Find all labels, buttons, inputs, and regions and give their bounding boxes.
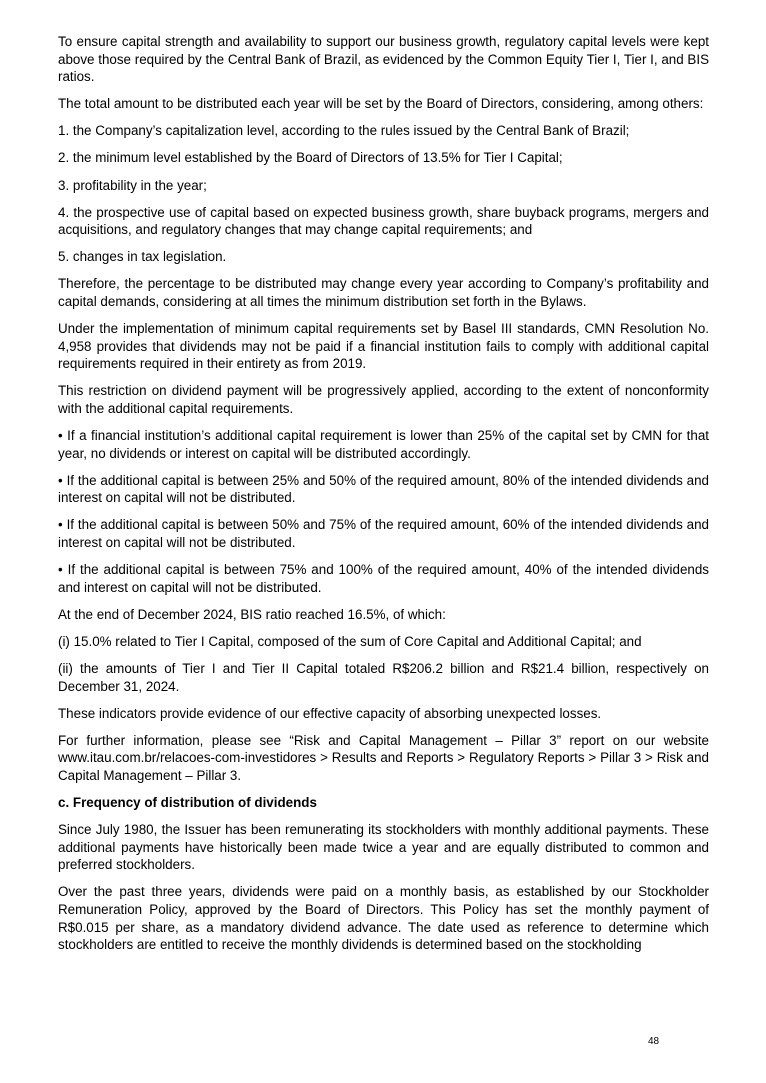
bullet-25-to-50: • If the additional capital is between 25% and 50% of the required amount, 80% of the intended dividends and interest on capital will not be distributed. xyxy=(58,472,709,506)
document-page xyxy=(58,33,709,963)
paragraph-further-information: For further information, please see “Risk and Capital Management – Pillar 3” report on our website www.itau.com.br/relacoes-com-investidores > Results and Reports > Regulatory Reports > Pillar 3 > Risk and Capital Management – Pillar 3. xyxy=(58,732,709,783)
section-heading: c. Frequency of distribution of dividends xyxy=(58,795,317,811)
list-item-minimum-level: 2. the minimum level established by the Board of Directors of 13.5% for Tier I Capital; xyxy=(58,150,563,166)
bullet-50-to-75: • If the additional capital is between 50% and 75% of the required amount, 60% of the intended dividends and interest on capital will not be distributed. xyxy=(58,517,709,551)
list-item-capitalization: 1. the Company’s capitalization level, according to the rules issued by the Central Bank of Brazil; xyxy=(58,123,630,139)
paragraph-since-1980: Since July 1980, the Issuer has been remunerating its stockholders with monthly additional payments. These additional payments have historically been made twice a year and are equally distributed to common and preferred stockholders. xyxy=(58,822,709,873)
item-tier-i: (i) 15.0% related to Tier I Capital, composed of the sum of Core Capital and Additional Capital; and xyxy=(58,633,642,649)
list-item-prospective-use: 4. the prospective use of capital based on expected business growth, share buyback programs, mergers and acquisitions, and regulatory changes that may change capital requirements; and xyxy=(58,204,709,238)
paragraph-past-three-years: Over the past three years, dividends were paid on a monthly basis, as established by our Stockholder Remuneration Policy, approved by the Board of Directors. This Policy has set the monthly payment of R$0.015 per share, as a mandatory dividend advance. The date used as reference to determine which stockholders are entitled to receive the monthly dividends is determined based on the stockholding xyxy=(58,884,709,953)
paragraph-indicators: These indicators provide evidence of our effective capacity of absorbing unexpected losses. xyxy=(58,705,602,721)
paragraph-restriction: This restriction on dividend payment will be progressively applied, according to the extent of nonconformity with the additional capital requirements. xyxy=(58,383,709,416)
paragraph-capital-strength: To ensure capital strength and availability to support our business growth, regulatory capital levels were kept above those required by the Central Bank of Brazil, as evidenced by the Common Equity Tier I, Tier I, and BIS ratios. xyxy=(58,34,709,85)
paragraph-percentage-change: Therefore, the percentage to be distributed may change every year according to Company’s profitability and capital demands, considering at all times the minimum distribution set forth in the Bylaws. xyxy=(58,276,709,310)
item-tier-amounts: (ii) the amounts of Tier I and Tier II Capital totaled R$206.2 billion and R$21.4 billion, respectively on December 31, 2024. xyxy=(58,661,709,694)
list-item-tax-legislation: 5. changes in tax legislation. xyxy=(58,249,227,265)
paragraph-basel-iii: Under the implementation of minimum capital requirements set by Basel III standards, CMN Resolution No. 4,958 provides that dividends may not be paid if a financial institution fails to comply with additional capital requirements required in their entirety as from 2019. xyxy=(58,321,709,372)
bullet-lower-than-25: • If a financial institution’s additional capital requirement is lower than 25% of the capital set by CMN for that year, no dividends or interest on capital will be distributed accordingly. xyxy=(58,428,709,461)
bullet-75-to-100: • If the additional capital is between 75% and 100% of the required amount, 40% of the intended dividends and interest on capital will not be distributed. xyxy=(58,562,709,595)
page-number: 48 xyxy=(648,1036,660,1047)
paragraph-bis-ratio: At the end of December 2024, BIS ratio reached 16.5%, of which: xyxy=(58,606,446,622)
list-item-profitability: 3. profitability in the year; xyxy=(58,177,207,193)
paragraph-total-amount: The total amount to be distributed each year will be set by the Board of Directors, considering, among others: xyxy=(58,96,704,112)
